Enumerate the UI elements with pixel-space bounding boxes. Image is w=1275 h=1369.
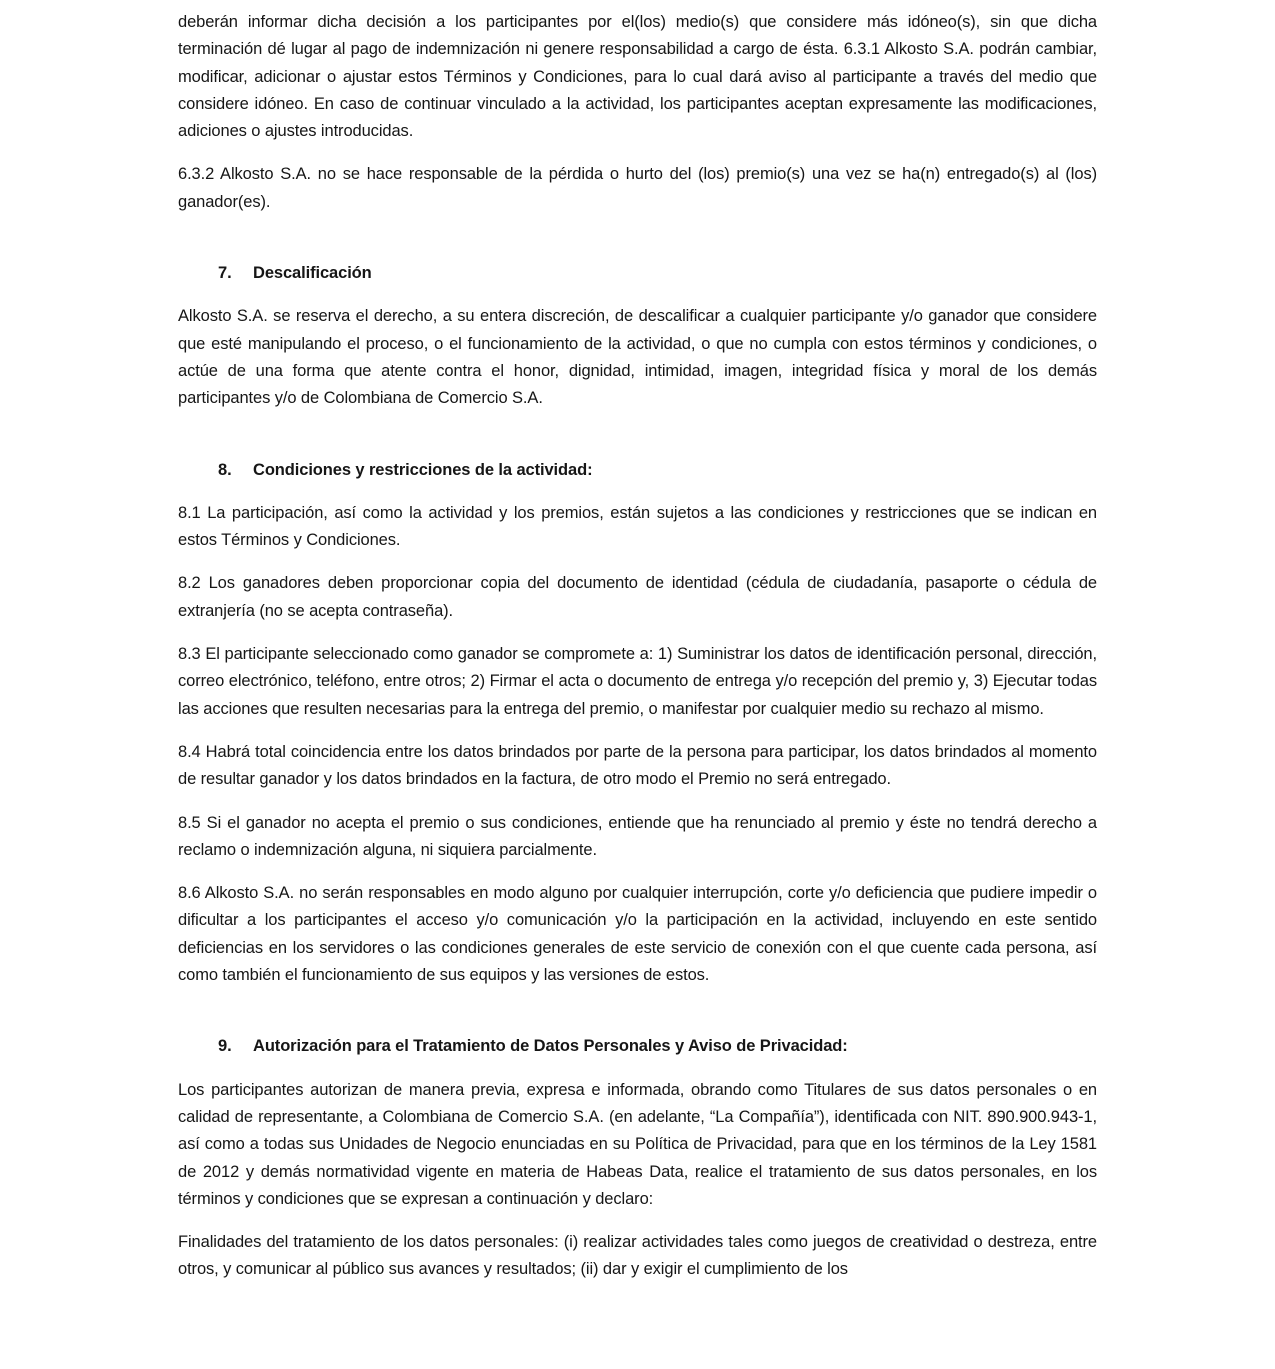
section-7-number: 7.: [218, 264, 232, 283]
section-7-title: Descalificación: [253, 264, 372, 283]
section-8-title: Condiciones y restricciones de la actividad:: [253, 460, 593, 479]
section-9-title: Autorización para el Tratamiento de Datos Personales y Aviso de Privacidad:: [253, 1037, 848, 1056]
section-9-heading: [178, 1033, 1097, 1060]
paragraph-8-3: 8.3 El participante seleccionado como ganador se compromete a: 1) Suministrar los datos de identificación personal, dirección, correo electrónico, teléfono, entre otros; 2) Firmar el acta o documento de entrega y/o recepción del premio y, 3) Ejecutar todas las acciones que resulten necesarias para la entrega del premio, o manifestar por cualquier medio su rechazo al mismo.: [178, 645, 1097, 718]
section-8-heading: [178, 457, 1097, 484]
paragraph-8-6: 8.6 Alkosto S.A. no serán responsables en modo alguno por cualquier interrupción, corte y/o deficiencia que pudiere impedir o dificultar a los participantes el acceso y/o comunicación y/o la participación en la actividad, incluyendo en este sentido deficiencias en los servidores o las condiciones generales de este servicio de conexión con el que cuente cada persona, así como también el funcionamiento de sus equipos y las versiones de estos.: [178, 884, 1097, 985]
section-9-number: 9.: [218, 1037, 232, 1056]
paragraph-data-purposes: Finalidades del tratamiento de los datos personales: (i) realizar actividades tales como juegos de creatividad o destreza, entre otros, y comunicar al público sus avances y resultados; (ii) dar y exigir el cumplimiento de los: [178, 1233, 1097, 1279]
paragraph-8-5: 8.5 Si el ganador no acepta el premio o sus condiciones, entiende que ha renunciado al premio y éste no tendrá derecho a reclamo o indemnización alguna, ni siquiera parcialmente.: [178, 813, 1097, 859]
paragraph-8-4: 8.4 Habrá total coincidencia entre los datos brindados por parte de la persona para participar, los datos brindados al momento de resultar ganador y los datos brindados en la factura, de otro modo el Premio no será entregado.: [178, 742, 1097, 789]
paragraph-data-authorization: Los participantes autorizan de manera previa, expresa e informada, obrando como Titulares de sus datos personales o en calidad de representante, a Colombiana de Comercio S.A. (en adelante, “La Compañía”), identificada con NIT. 890.900.943-1, así como a todas sus Unidades de Negocio enunciadas en su Política de Privacidad, para que en los términos de la Ley 1581 de 2012 y demás normatividad vigente en materia de Habeas Data, realice el tratamiento de sus datos personales, en los términos y condiciones que se expresan a continuación y declaro:: [178, 1080, 1097, 1208]
section-7-heading: [178, 260, 1097, 287]
paragraph-6-3-2: 6.3.2 Alkosto S.A. no se hace responsable de la pérdida o hurto del (los) premio(s) una vez se ha(n) entregado(s) al (los) ganador(es).: [178, 165, 1097, 211]
paragraph-disqualification: Alkosto S.A. se reserva el derecho, a su entera discreción, de descalificar a cualquier participante y/o ganador que considere que esté manipulando el proceso, o el funcionamiento de la actividad, o que no cumpla con estos términos y condiciones, o actúe de una forma que atente contra el honor, dignidad, intimidad, imagen, integridad física y moral de los demás participantes y/o de Colombiana de Comercio S.A.: [178, 307, 1097, 408]
section-8-number: 8.: [218, 460, 232, 479]
paragraph-8-1: 8.1 La participación, así como la actividad y los premios, están sujetos a las condiciones y restricciones que se indican en estos Términos y Condiciones.: [178, 503, 1097, 550]
paragraph-8-2: 8.2 Los ganadores deben proporcionar copia del documento de identidad (cédula de ciudadanía, pasaporte o cédula de extranjería (no se acepta contraseña).: [178, 574, 1097, 620]
paragraph-termination-notice: deberán informar dicha decisión a los participantes por el(los) medio(s) que considere más idóneo(s), sin que dicha terminación dé lugar al pago de indemnización ni genere responsabilidad a cargo de ésta. 6.3.1 Alkosto S.A. podrán cambiar, modificar, adicionar o ajustar estos Términos y Condiciones, para lo cual dará aviso al participante a través del medio que considere idóneo. En caso de continuar vinculado a la actividad, los participantes aceptan expresamente las modificaciones, adiciones o ajustes introducidas.: [178, 13, 1097, 141]
